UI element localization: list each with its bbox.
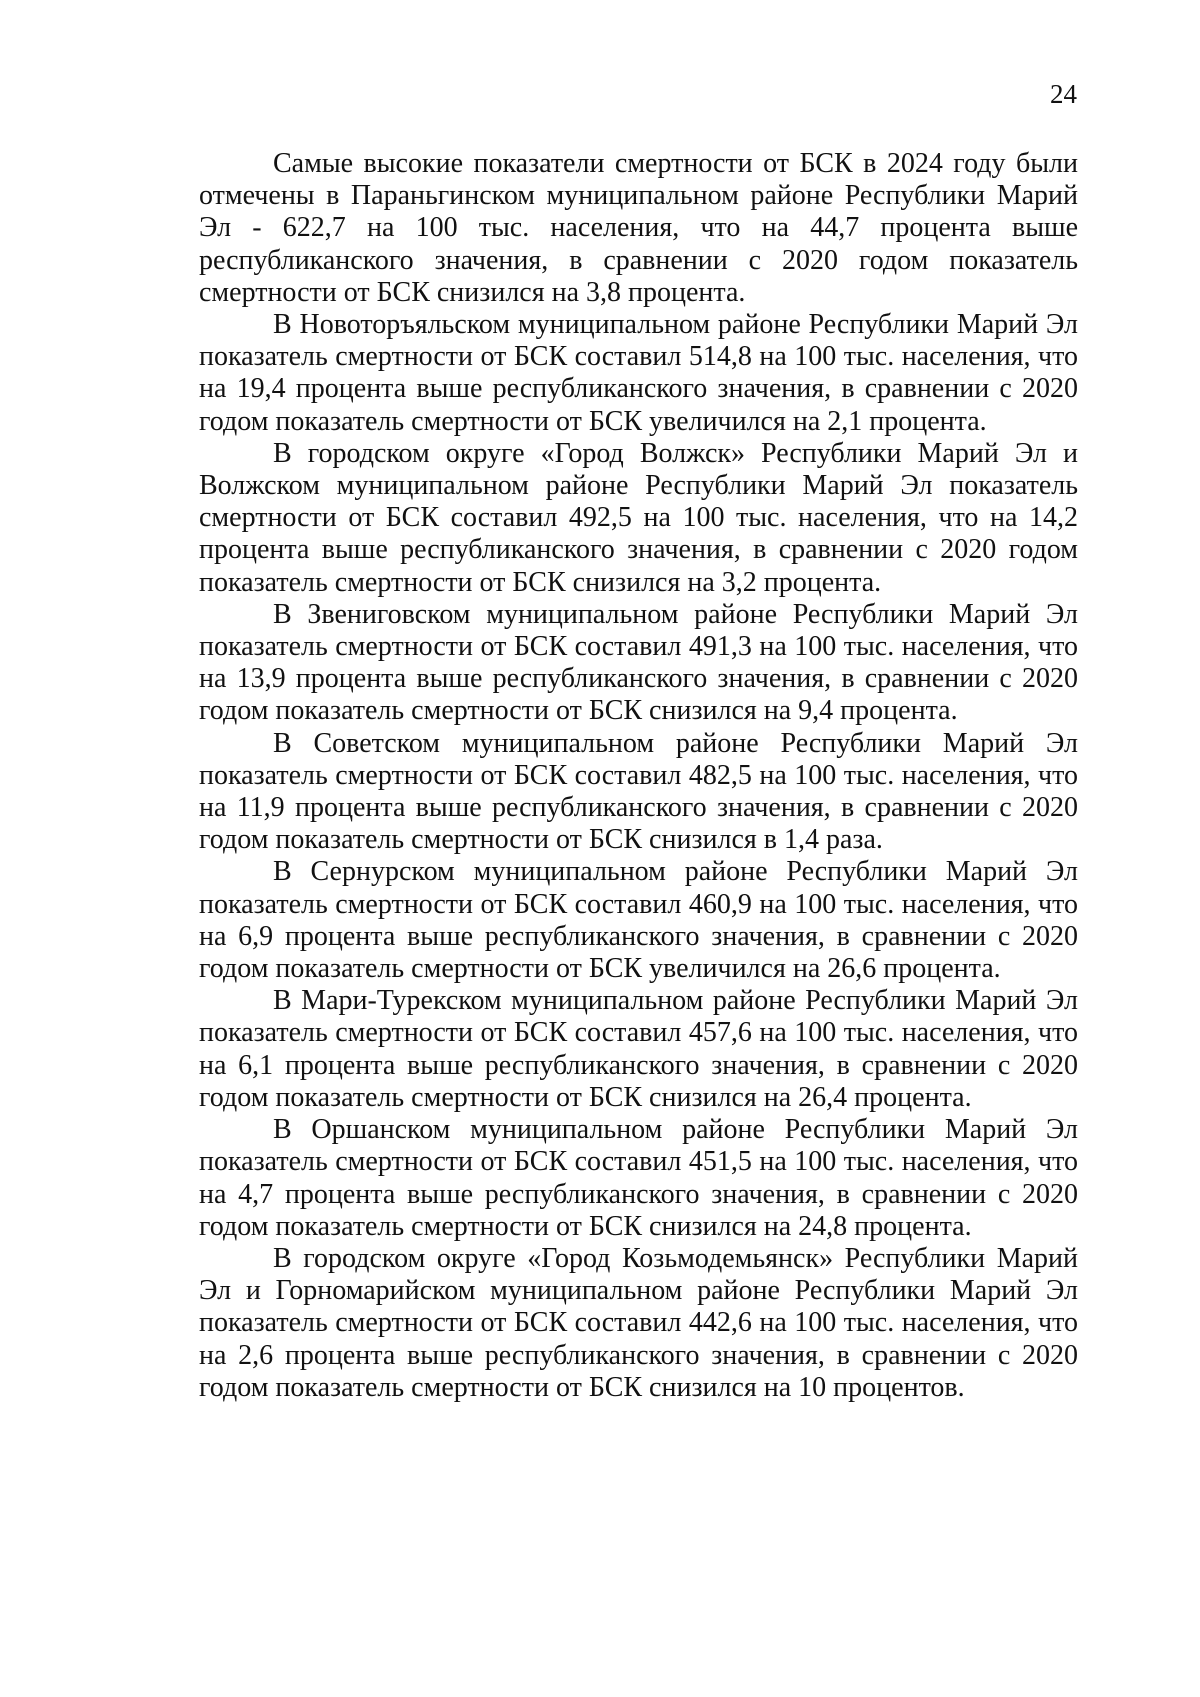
page-number: 24 bbox=[1050, 79, 1077, 109]
paragraph-volzhsk: В городском округе «Город Волжск» Республики Марий Эл и Волжском муниципальном районе Республики Марий Эл показатель смертности от БСК составил 492,5 на 100 тыс. населения, что на 14,2 процента выше республиканского значения, в сравнении с 2020 годом показатель смертности от БСК снизился на 3,2 процента. bbox=[199, 437, 1078, 598]
paragraph-mari-tureksky: В Мари-Турекском муниципальном районе Республики Марий Эл показатель смертности от БСК составил 457,6 на 100 тыс. населения, что на 6,1 процента выше республиканского значения, в сравнении с 2020 годом показатель смертности от БСК снизился на 26,4 процента. bbox=[199, 985, 1078, 1113]
document-body bbox=[199, 148, 1078, 1404]
paragraph-zvenigovsky: В Звениговском муниципальном районе Республики Марий Эл показатель смертности от БСК составил 491,3 на 100 тыс. населения, что на 13,9 процента выше республиканского значения, в сравнении с 2020 годом показатель смертности от БСК снизился на 9,4 процента. bbox=[199, 598, 1078, 727]
paragraph-sernursky: В Сернурском муниципальном районе Республики Марий Эл показатель смертности от БСК составил 460,9 на 100 тыс. населения, что на 6,9 процента выше республиканского значения, в сравнении с 2020 годом показатель смертности от БСК увеличился на 26,6 процента. bbox=[199, 856, 1078, 985]
paragraph-orshansky: В Оршанском муниципальном районе Республики Марий Эл показатель смертности от БСК составил 451,5 на 100 тыс. населения, что на 4,7 процента выше республиканского значения, в сравнении с 2020 годом показатель смертности от БСК снизился на 24,8 процента. bbox=[199, 1114, 1078, 1242]
paragraph-paranginsky: Самые высокие показатели смертности от БСК в 2024 году были отмечены в Параньгинском муниципальном районе Республики Марий Эл - 622,7 на 100 тыс. населения, что на 44,7 процента выше республиканского значения, в сравнении с 2020 годом показатель смертности от БСК снизился на 3,8 процента. bbox=[199, 148, 1078, 308]
paragraph-kozmodemyansk: В городском округе «Город Козьмодемьянск» Республики Марий Эл и Горномарийском муниципальном районе Республики Марий Эл показатель смертности от БСК составил 442,6 на 100 тыс. населения, что на 2,6 процента выше республиканского значения, в сравнении с 2020 годом показатель смертности от БСК снизился на 10 процентов. bbox=[199, 1242, 1078, 1403]
paragraph-novotoryalsky: В Новоторъяльском муниципальном районе Республики Марий Эл показатель смертности от БСК составил 514,8 на 100 тыс. населения, что на 19,4 процента выше республиканского значения, в сравнении с 2020 годом показатель смертности от БСК увеличился на 2,1 процента. bbox=[199, 309, 1078, 437]
paragraph-sovetsky: В Советском муниципальном районе Республики Марий Эл показатель смертности от БСК составил 482,5 на 100 тыс. населения, что на 11,9 процента выше республиканского значения, в сравнении с 2020 годом показатель смертности от БСК снизился в 1,4 раза. bbox=[199, 727, 1078, 856]
